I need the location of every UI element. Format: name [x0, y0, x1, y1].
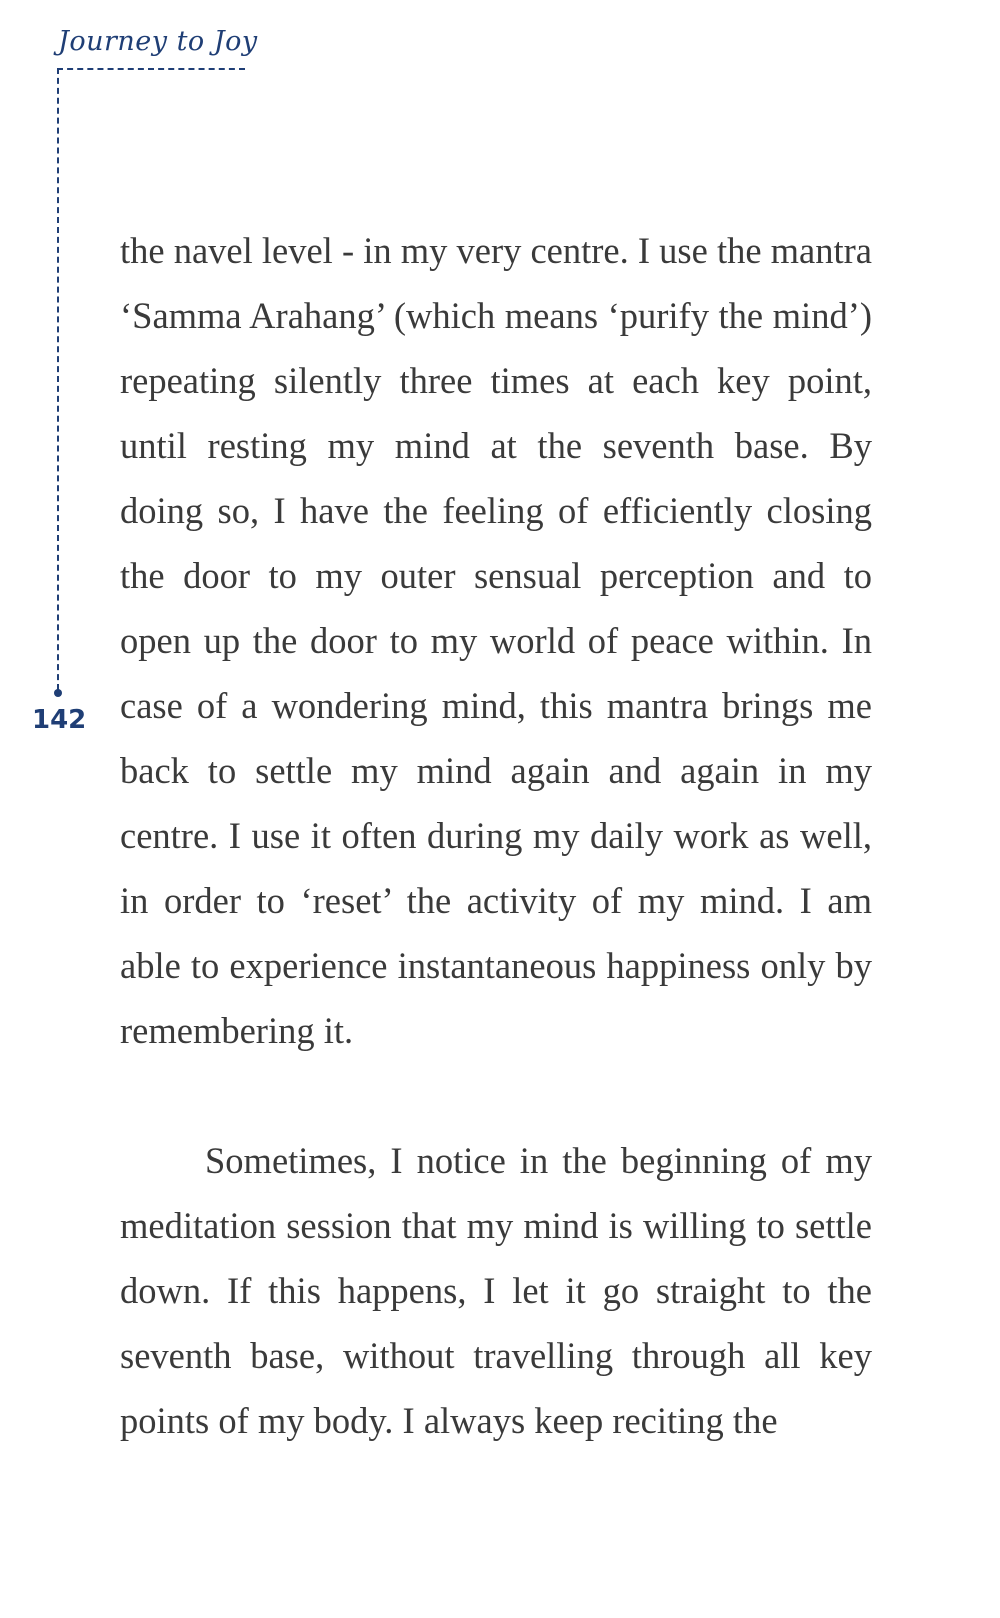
margin-rule-dot [54, 689, 62, 697]
paragraph-2: Sometimes, I notice in the beginning of my meditation session that my mind is willing to settle down. If this happens, I let it go straight to the seventh base, without travelling through all key points of my body. I always keep reciting the [120, 1140, 872, 1441]
margin-dashed-rule [57, 68, 59, 690]
paragraph-1: the navel level - in my very centre. I use the mantra ‘Samma Arahang’ (which means ‘purify the mind’) repeating silently three times at each key point, until resting my mind at the seventh base. By doing so, I have the feeling of efficiently closing the door to my outer sensual perception and to open up the door to my world of peace within. In case of a wondering mind, this mantra brings me back to settle my mind again and again in my centre. I use it often during my daily work as well, in order to ‘reset’ the activity of my mind. I am able to experience instantaneous happiness only by remembering it. [120, 230, 872, 1051]
page-number: 142 [32, 705, 87, 735]
header-dashed-rule [57, 68, 245, 70]
running-title: Journey to Joy [58, 26, 258, 57]
body-text [120, 218, 872, 1453]
